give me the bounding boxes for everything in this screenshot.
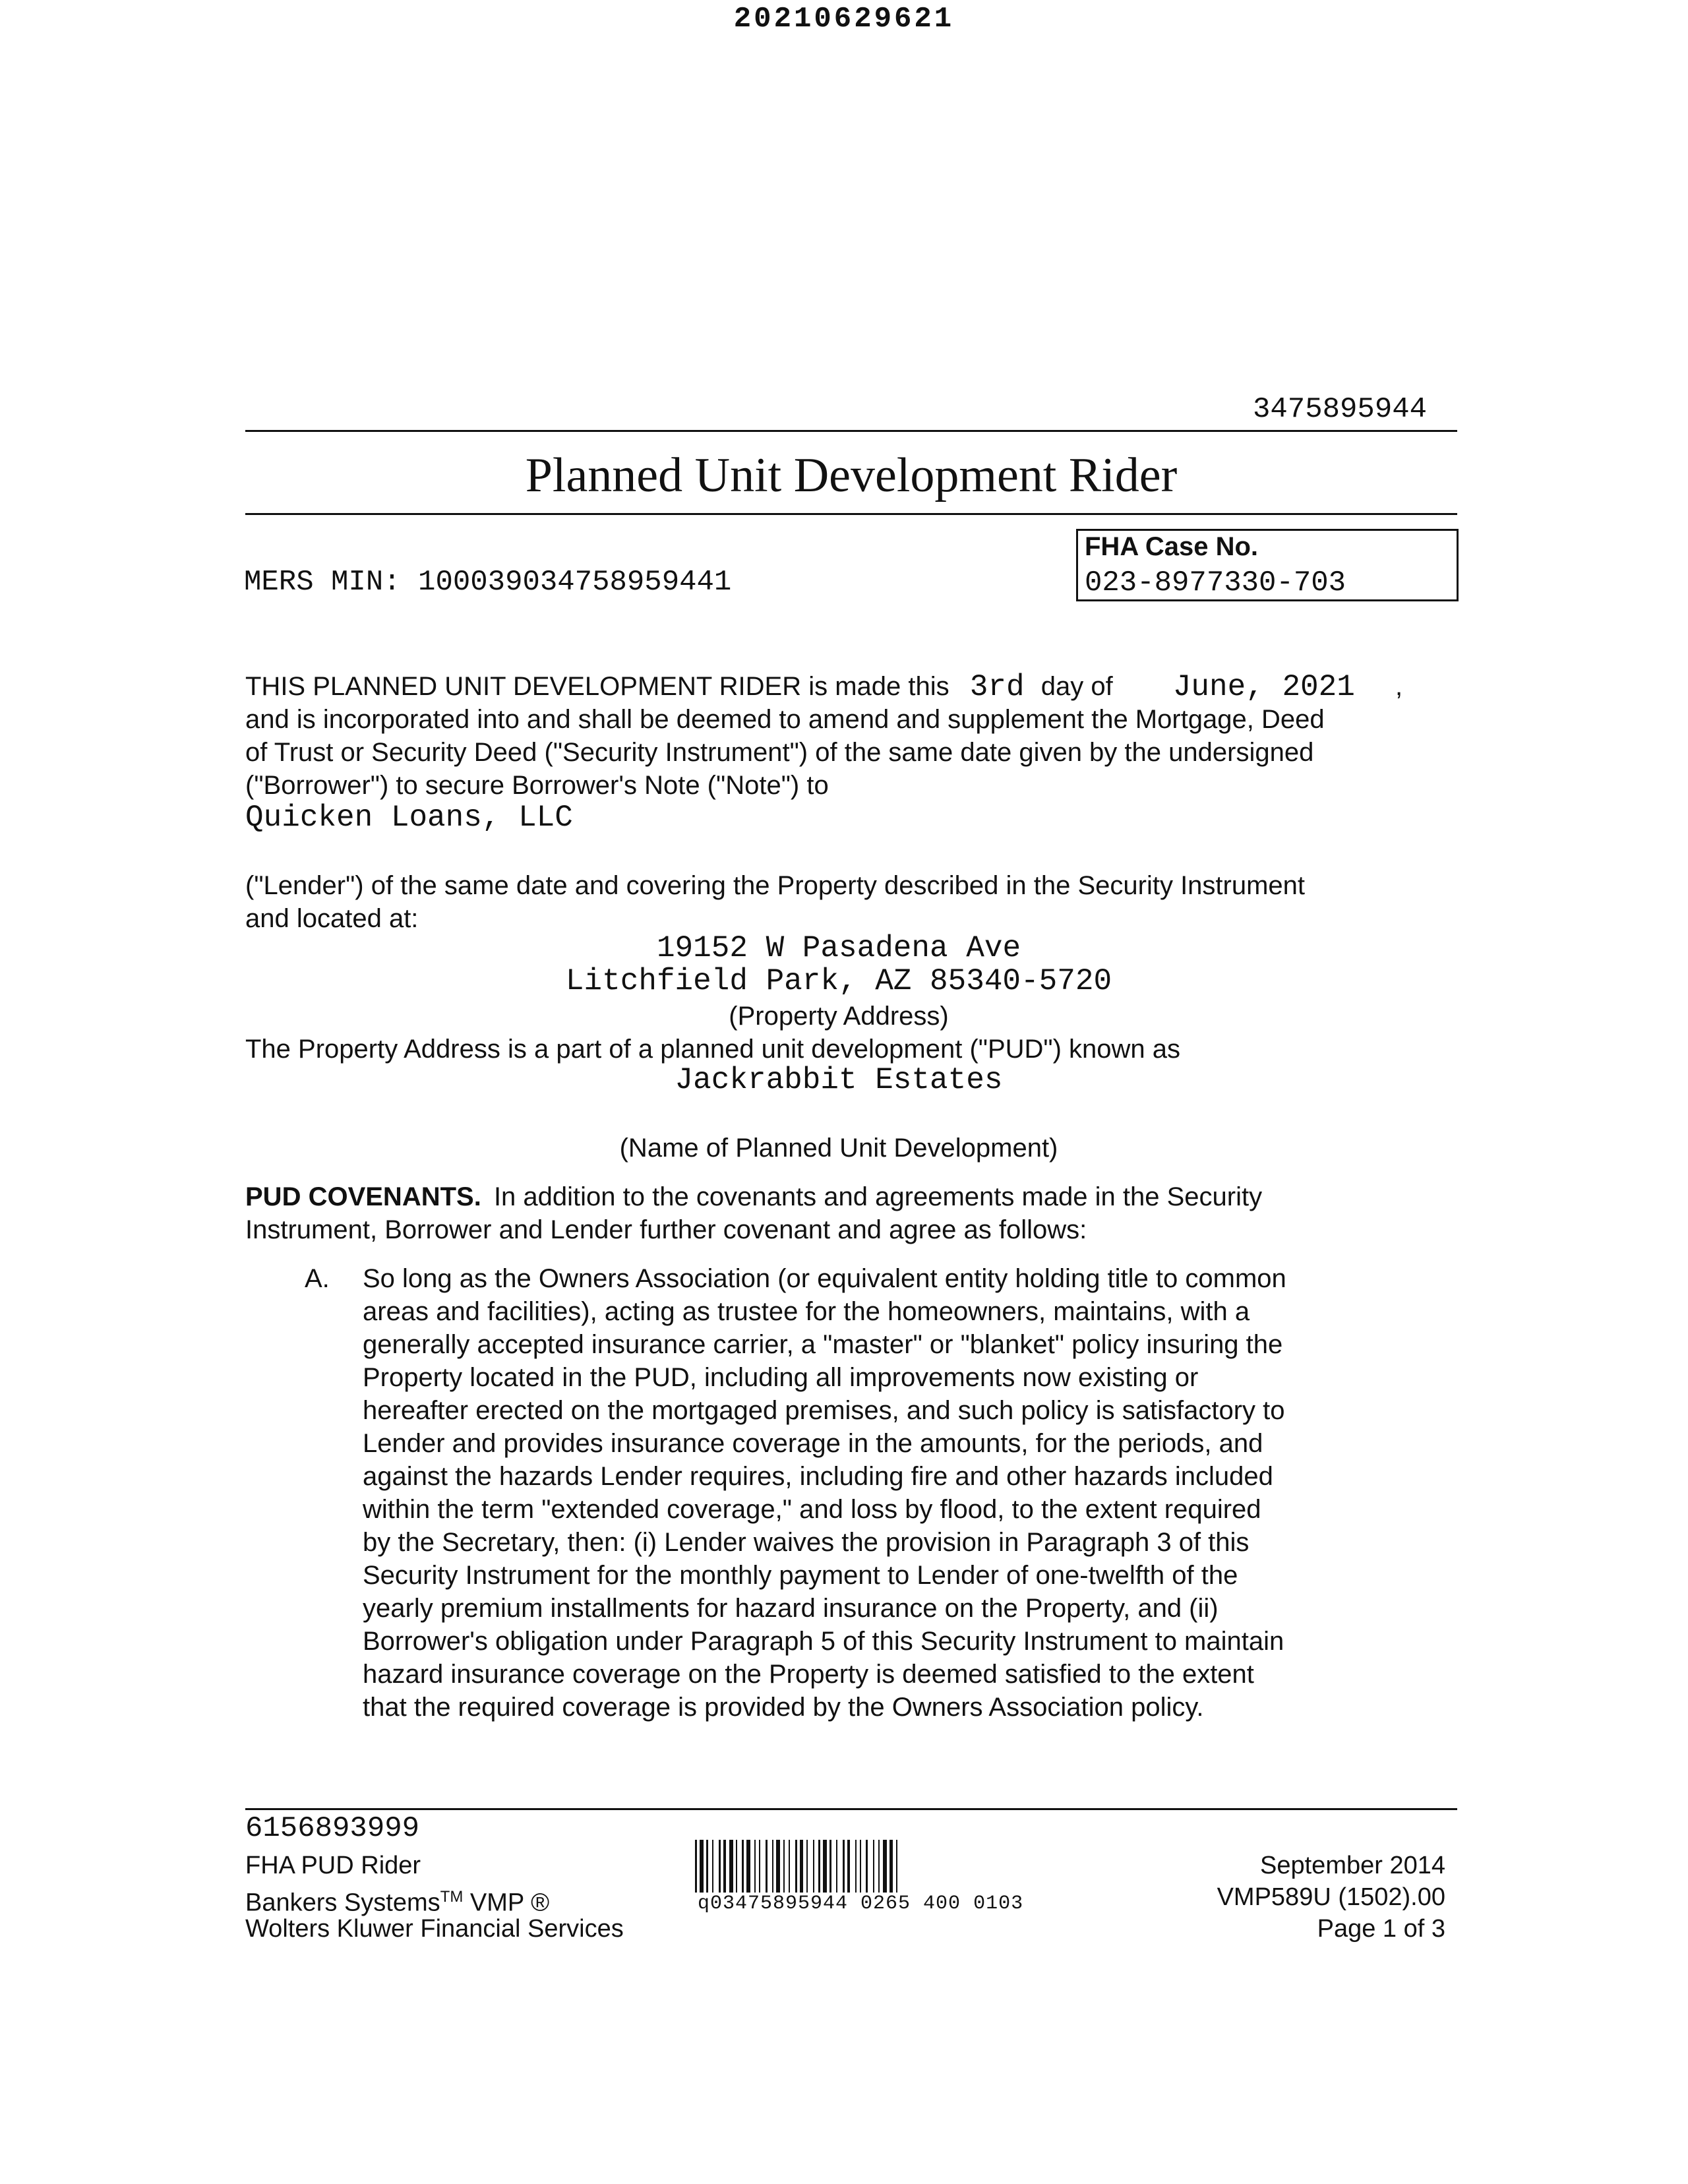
barcode — [695, 1840, 1170, 1893]
barcode-bar — [766, 1840, 768, 1893]
recording-number: 20210629621 — [733, 3, 955, 36]
covenant-a-line: that the required coverage is provided by the Owners Association policy. — [363, 1693, 1204, 1722]
barcode-bar — [772, 1840, 773, 1893]
barcode-bar — [700, 1840, 704, 1893]
covenants-intro-line-2: Instrument, Borrower and Lender further covenant and agree as follows: — [245, 1215, 1087, 1244]
barcode-bar — [783, 1840, 785, 1893]
barcode-bar — [847, 1840, 850, 1893]
covenant-a-line: Lender and provides insurance coverage in the amounts, for the periods, and — [363, 1429, 1263, 1458]
rider-day: 3rd — [969, 670, 1025, 704]
lender-name: Quicken Loans, LLC — [245, 801, 573, 835]
barcode-bar — [866, 1840, 868, 1893]
barcode-bar — [823, 1840, 827, 1893]
barcode-bar — [836, 1840, 837, 1893]
pud-name: Jackrabbit Estates — [675, 1063, 1003, 1097]
barcode-bar — [800, 1840, 803, 1893]
footer-doc-number: 6156893999 — [245, 1812, 420, 1845]
barcode-bar — [729, 1840, 733, 1893]
footer-form-name: FHA PUD Rider — [245, 1852, 421, 1879]
footer-page-number: Page 1 of 3 — [1317, 1915, 1445, 1943]
covenant-a-line: Property located in the PUD, including all improvements now existing or — [363, 1363, 1199, 1392]
barcode-bar — [883, 1840, 887, 1893]
barcode-bar — [712, 1840, 713, 1893]
intro-line-1 — [245, 670, 1485, 704]
fha-case-box — [1076, 529, 1459, 601]
footer-form-code: VMP589U (1502).00 — [1217, 1883, 1445, 1911]
intro-comma: , — [1395, 672, 1403, 701]
barcode-bar — [878, 1840, 880, 1893]
loan-number: 3475895944 — [1253, 393, 1428, 426]
footer-rule — [245, 1808, 1457, 1810]
covenant-a-text — [363, 1262, 1418, 1724]
footer-vendor-prefix: Bankers Systems — [245, 1889, 440, 1917]
barcode-bar — [746, 1840, 750, 1893]
covenant-a-line: Borrower's obligation under Paragraph 5 of this Security Instrument to maintain — [363, 1627, 1284, 1656]
footer-vendor-suffix: VMP ® — [469, 1889, 550, 1917]
covenant-a-line: generally accepted insurance carrier, a "master" or "blanket" policy insuring the — [363, 1330, 1283, 1359]
covenant-a-line: hazard insurance coverage on the Property is deemed satisfied to the extent — [363, 1660, 1254, 1689]
covenant-a-line: yearly premium installments for hazard insurance on the Property, and (ii) — [363, 1594, 1219, 1623]
intro-line-2: and is incorporated into and shall be deemed to amend and supplement the Mortgage, Deed — [245, 705, 1325, 734]
barcode-bar — [695, 1840, 697, 1893]
fha-case-number: 023-8977330-703 — [1085, 566, 1346, 599]
covenant-a-line: areas and facilities), acting as trustee for the homeowners, maintains, with a — [363, 1297, 1250, 1326]
covenant-a-line: hereafter erected on the mortgaged premises, and such policy is satisfactory to — [363, 1396, 1285, 1425]
mers-min — [244, 566, 731, 599]
barcode-bar — [719, 1840, 721, 1893]
barcode-bar — [706, 1840, 708, 1893]
barcode-bar — [873, 1840, 874, 1893]
intro-day-of: day of — [1040, 672, 1113, 701]
covenants-intro-line-1 — [245, 1180, 1262, 1213]
covenant-a-letter: A. — [305, 1264, 330, 1293]
barcode-bar — [723, 1840, 726, 1893]
barcode-bar — [889, 1840, 893, 1893]
page-title: Planned Unit Development Rider — [525, 448, 1178, 502]
title-top-rule — [245, 430, 1457, 432]
pud-name-caption: (Name of Planned Unit Development) — [619, 1134, 1058, 1163]
covenant-a-line: So long as the Owners Association (or equivalent entity holding title to common — [363, 1264, 1286, 1293]
property-street: 19152 W Pasadena Ave — [656, 931, 1021, 965]
covenant-a-line: by the Secretary, then: (i) Lender waives the provision in Paragraph 3 of this — [363, 1528, 1250, 1557]
barcode-text: q03475895944 0265 400 0103 — [698, 1893, 1024, 1915]
barcode-bar — [843, 1840, 845, 1893]
intro-line-5: ("Lender") of the same date and covering the Property described in the Security Instrument — [245, 871, 1306, 900]
property-city: Litchfield Park, AZ 85340-5720 — [565, 964, 1112, 998]
barcode-bar — [813, 1840, 814, 1893]
barcode-bar — [818, 1840, 820, 1893]
footer-date: September 2014 — [1260, 1852, 1445, 1879]
intro-lead: THIS PLANNED UNIT DEVELOPMENT RIDER is made this — [245, 672, 950, 701]
covenants-intro-text: In addition to the covenants and agreements made in the Security — [493, 1182, 1263, 1211]
barcode-bar — [776, 1840, 780, 1893]
covenants-heading: PUD COVENANTS. — [245, 1182, 481, 1211]
covenant-a-line: Security Instrument for the monthly payment to Lender of one-twelfth of the — [363, 1561, 1238, 1590]
property-address-caption: (Property Address) — [729, 1002, 949, 1031]
barcode-bar — [759, 1840, 760, 1893]
pud-sentence: The Property Address is a part of a planned unit development ("PUD") known as — [245, 1035, 1181, 1064]
barcode-bar — [829, 1840, 831, 1893]
barcode-bar — [860, 1840, 861, 1893]
fha-case-label: FHA Case No. — [1085, 532, 1259, 561]
barcode-bar — [789, 1840, 790, 1893]
footer-vendor — [245, 1882, 549, 1918]
rider-month-year: June, 2021 — [1172, 670, 1355, 704]
barcode-bar — [806, 1840, 808, 1893]
intro-line-6: and located at: — [245, 904, 419, 933]
barcode-bar — [896, 1840, 897, 1893]
footer-publisher: Wolters Kluwer Financial Services — [245, 1915, 624, 1943]
mers-label: MERS MIN: — [244, 566, 401, 599]
barcode-bar — [736, 1840, 737, 1893]
mers-value: 100039034758959441 — [418, 566, 732, 599]
covenant-a-line: against the hazards Lender requires, including fire and other hazards included — [363, 1462, 1273, 1491]
barcode-bar — [795, 1840, 797, 1893]
footer-tm-mark: TM — [440, 1888, 464, 1906]
barcode-bar — [754, 1840, 756, 1893]
intro-line-4: ("Borrower") to secure Borrower's Note ("Note") to — [245, 771, 829, 800]
covenant-a-line: within the term "extended coverage," and loss by flood, to the extent required — [363, 1495, 1261, 1524]
barcode-bar — [742, 1840, 744, 1893]
title-bottom-rule — [245, 513, 1457, 515]
barcode-bar — [855, 1840, 857, 1893]
intro-line-3: of Trust or Security Deed ("Security Instrument") of the same date given by the undersigned — [245, 738, 1314, 767]
